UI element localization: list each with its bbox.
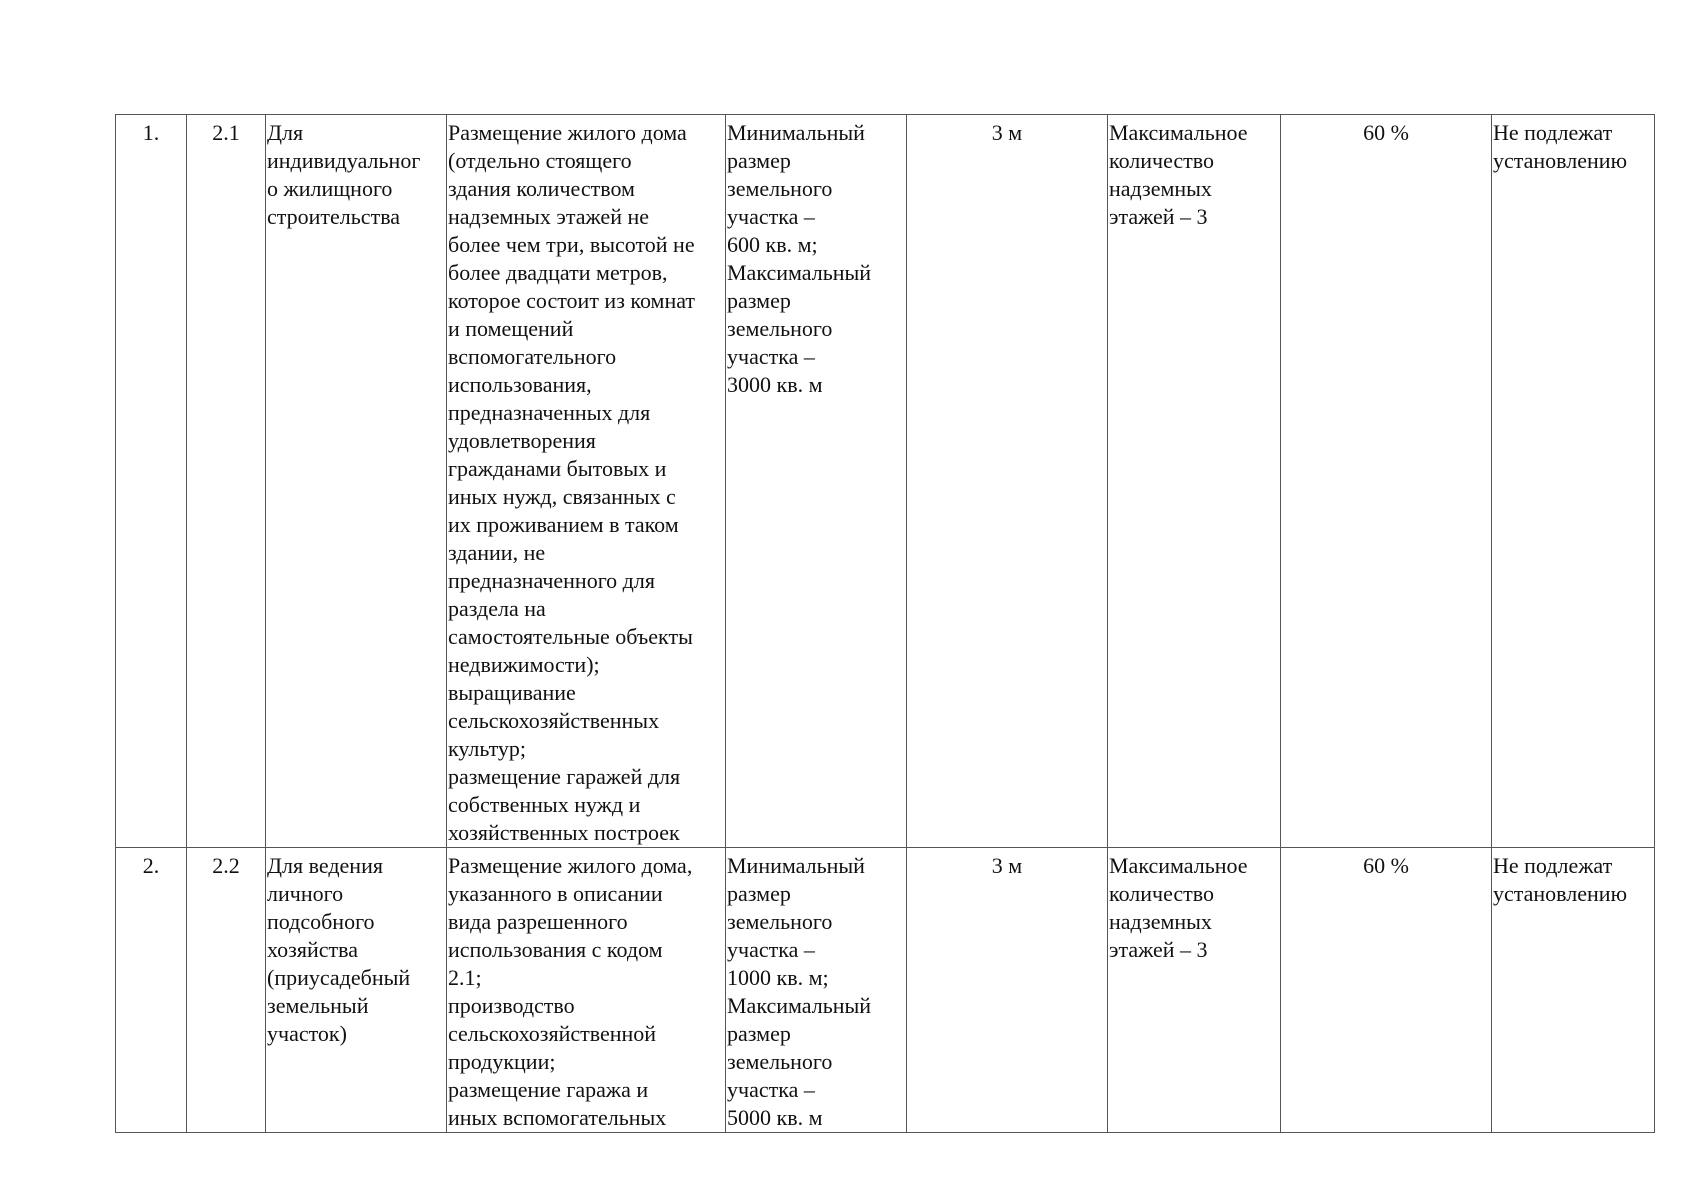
text-line: выращивание (448, 680, 576, 705)
use-description-cell (447, 115, 726, 848)
text-line: надземных этажей не (448, 204, 650, 229)
cell-text: 60 % (1363, 853, 1409, 878)
text-line: количество (1109, 148, 1215, 173)
text-line: Для ведения (267, 853, 383, 878)
text-line: Максимальное (1109, 853, 1248, 878)
text-line: (приусадебный (267, 965, 411, 990)
use-code-cell (187, 848, 266, 1133)
setback-cell (907, 848, 1108, 1133)
text-line: этажей – 3 (1109, 204, 1208, 229)
text-line: использования, (448, 372, 592, 397)
coverage-cell (1281, 848, 1492, 1133)
text-line: вспомогательного (448, 344, 617, 369)
text-line: личного (267, 881, 344, 906)
text-line: продукции; (448, 1049, 556, 1074)
other-params-cell (1492, 848, 1655, 1133)
text-line: иных вспомогательных (448, 1105, 667, 1130)
cell-text: 1. (142, 120, 160, 145)
text-line: раздела на (448, 596, 546, 621)
text-line: Максимальный (727, 993, 872, 1018)
text-line: надземных (1109, 176, 1212, 201)
cell-text: 60 % (1363, 120, 1409, 145)
table-body (116, 115, 1655, 1133)
floors-cell (1108, 115, 1281, 848)
text-line: Для (267, 120, 304, 145)
cell-text: 3 м (991, 853, 1023, 878)
plot-size-cell (726, 115, 907, 848)
text-line: установлению (1493, 148, 1628, 173)
text-line: самостоятельные объекты (448, 624, 693, 649)
text-line: земельного (727, 909, 833, 934)
text-line: земельный (267, 993, 369, 1018)
use-name-cell (266, 115, 447, 848)
text-line: вида разрешенного (448, 909, 628, 934)
text-line: размер (727, 288, 791, 313)
text-line: 1000 кв. м; (727, 965, 829, 990)
coverage-cell (1281, 115, 1492, 848)
text-line: участок) (267, 1021, 347, 1046)
text-line: хозяйственных построек (448, 820, 680, 845)
text-line: этажей – 3 (1109, 937, 1208, 962)
floors-cell (1108, 848, 1281, 1133)
text-line: о жилищного (267, 176, 393, 201)
text-line: размещение гаражей для (448, 764, 681, 789)
text-line: Минимальный (727, 120, 865, 145)
document-page (115, 114, 1655, 1133)
text-line: количество (1109, 881, 1215, 906)
text-line: земельного (727, 176, 833, 201)
text-line: здания количеством (448, 176, 635, 201)
text-line: (отдельно стоящего (448, 148, 632, 173)
text-line: Максимальный (727, 260, 872, 285)
setback-cell (907, 115, 1108, 848)
text-line: размер (727, 1021, 791, 1046)
text-line: 5000 кв. м (727, 1105, 823, 1130)
text-line: подсобного (267, 909, 375, 934)
text-line: производство (448, 993, 575, 1018)
text-line: удовлетворения (448, 428, 596, 453)
text-line: Не подлежат (1493, 120, 1613, 145)
text-line: иных нужд, связанных с (448, 484, 676, 509)
text-line: Размещение жилого дома, (448, 853, 693, 878)
text-line: собственных нужд и (448, 792, 641, 817)
text-line: земельного (727, 1049, 833, 1074)
text-line: здании, не (448, 540, 546, 565)
table-row (116, 848, 1655, 1133)
row-number-cell (116, 115, 187, 848)
text-line: предназначенного для (448, 568, 655, 593)
text-line: установлению (1493, 881, 1628, 906)
text-line: земельного (727, 316, 833, 341)
text-line: которое состоит из комнат (448, 288, 696, 313)
text-line: участка – (727, 1077, 815, 1102)
text-line: индивидуальног (267, 148, 421, 173)
text-line: размер (727, 148, 791, 173)
text-line: участка – (727, 344, 815, 369)
use-description-cell (447, 848, 726, 1133)
text-line: хозяйства (267, 937, 358, 962)
text-line: Не подлежат (1493, 853, 1613, 878)
other-params-cell (1492, 115, 1655, 848)
text-line: Минимальный (727, 853, 865, 878)
text-line: недвижимости); (448, 652, 600, 677)
cell-text: 3 м (991, 120, 1023, 145)
text-line: 3000 кв. м (727, 372, 823, 397)
text-line: размещение гаража и (448, 1077, 649, 1102)
text-line: участка – (727, 204, 815, 229)
text-line: сельскохозяйственной (448, 1021, 657, 1046)
text-line: культур; (448, 736, 527, 761)
text-line: более двадцати метров, (448, 260, 668, 285)
text-line: их проживанием в таком (448, 512, 679, 537)
text-line: указанного в описании (448, 881, 663, 906)
cell-text: 2.1 (212, 120, 240, 145)
text-line: 2.1; (448, 965, 482, 990)
text-line: предназначенных для (448, 400, 651, 425)
text-line: 600 кв. м; (727, 232, 818, 257)
use-name-cell (266, 848, 447, 1133)
text-line: размер (727, 881, 791, 906)
row-number-cell (116, 848, 187, 1133)
table-row (116, 115, 1655, 848)
text-line: гражданами бытовых и (448, 456, 667, 481)
text-line: более чем три, высотой не (448, 232, 695, 257)
text-line: надземных (1109, 909, 1212, 934)
plot-size-cell (726, 848, 907, 1133)
text-line: Максимальное (1109, 120, 1248, 145)
zoning-table (115, 114, 1655, 1133)
use-code-cell (187, 115, 266, 848)
text-line: участка – (727, 937, 815, 962)
cell-text: 2.2 (212, 853, 240, 878)
text-line: использования с кодом (448, 937, 663, 962)
cell-text: 2. (142, 853, 160, 878)
text-line: и помещений (448, 316, 574, 341)
text-line: сельскохозяйственных (448, 708, 660, 733)
text-line: строительства (267, 204, 401, 229)
text-line: Размещение жилого дома (448, 120, 687, 145)
